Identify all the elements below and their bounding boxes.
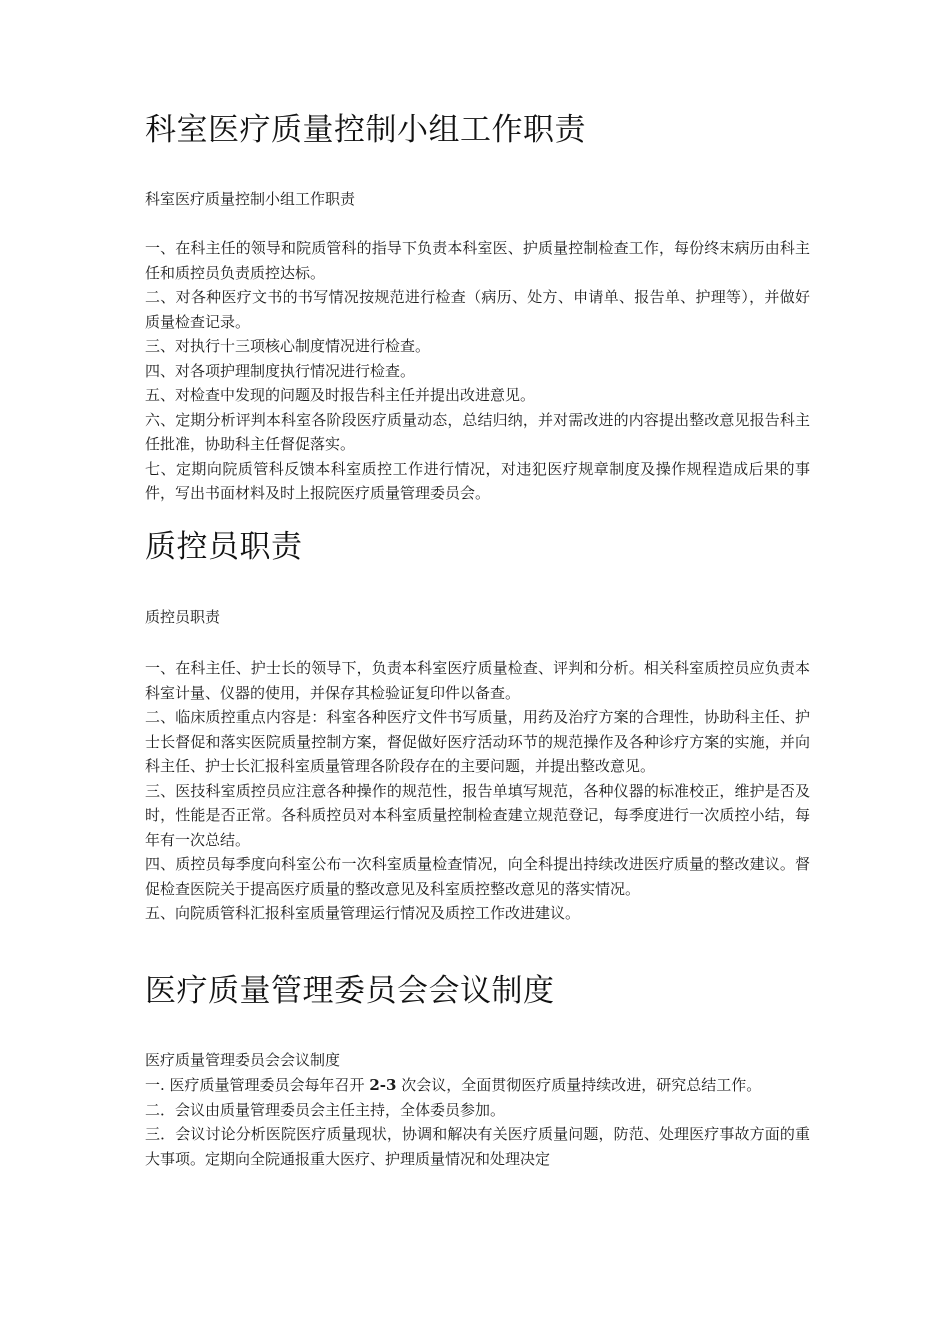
- list-item: 二、对各种医疗文书的书写情况按规范进行检查（病历、处方、申请单、报告单、护理等），并做好质量检查记录。: [145, 288, 810, 331]
- item-list: [145, 236, 810, 506]
- list-item: 一、在科主任、护士长的领导下，负责本科室医疗质量检查、评判和分析。相关科室质控员应负责本科室计量、仪器的使用，并保存其检验证复印件以备查。: [145, 659, 810, 702]
- item-text: 一. 医疗质量管理委员会每年召开: [145, 1076, 370, 1094]
- list-item: 七、定期向院质管科反馈本科室质控工作进行情况，对违犯医疗规章制度及操作规程造成后果的事件，写出书面材料及时上报院医疗质量管理委员会。: [145, 459, 810, 502]
- list-item: 五、对检查中发现的问题及时报告科主任并提出改进意见。: [145, 386, 536, 404]
- list-item: 二、临床质控重点内容是：科室各种医疗文件书写质量，用药及治疗方案的合理性，协助科主任、护士长督促和落实医院质量控制方案，督促做好医疗活动环节的规范操作及各种诊疗方案的实施，并向科主任、护士长汇报科室质量管理各阶段存在的主要问题，并提出整改意见。: [145, 708, 810, 775]
- item-text: 次会议，全面贯彻医疗质量持续改进，研究总结工作。: [396, 1076, 762, 1094]
- section-subheading: 科室医疗质量控制小组工作职责: [145, 190, 356, 208]
- item-list: [145, 656, 810, 926]
- section-subheading: 医疗质量管理委员会会议制度: [145, 1051, 341, 1069]
- section-heading: 医疗质量管理委员会会议制度: [145, 973, 555, 1009]
- section-subheading: 质控员职责: [145, 608, 221, 626]
- list-item: 六、定期分析评判本科室各阶段医疗质量动态，总结归纳，并对需改进的内容提出整改意见报告科主任批准，协助科主任督促落实。: [145, 410, 810, 453]
- list-item: 一、在科主任的领导和院质管科的指导下负责本科室医、护质量控制检查工作，每份终末病历由科主任和质控员负责质控达标。: [145, 239, 810, 282]
- meeting-count: 2-3: [369, 1076, 397, 1094]
- list-item: 三．会议讨论分析医院医疗质量现状，协调和解决有关医疗质量问题，防范、处理医疗事故方面的重大事项。定期向全院通报重大医疗、护理质量情况和处理决定: [145, 1125, 810, 1168]
- list-item: 二．会议由质量管理委员会主任主持，全体委员参加。: [145, 1100, 506, 1119]
- list-item: 三、医技科室质控员应注意各种操作的规范性，报告单填写规范，各种仪器的标准校正，维护是否及时，性能是否正常。各科质控员对本科室质量控制检查建立规范登记，每季度进行一次质控小结，每年有一次总结。: [145, 781, 810, 849]
- section-heading: 科室医疗质量控制小组工作职责: [145, 112, 586, 148]
- list-item: [145, 1073, 810, 1098]
- list-item: 五、向院质管科汇报科室质量管理运行情况及质控工作改进建议。: [145, 904, 581, 922]
- item-list: [145, 1073, 810, 1171]
- section-heading: 质控员职责: [145, 529, 303, 565]
- list-item: 四、质控员每季度向科室公布一次科室质量检查情况，向全科提出持续改进医疗质量的整改建议。督促检查医院关于提高医疗质量的整改意见及科室质控整改意见的落实情况。: [145, 855, 810, 898]
- list-item: 四、对各项护理制度执行情况进行检查。: [145, 361, 416, 380]
- list-item: 三、对执行十三项核心制度情况进行检查。: [145, 337, 431, 355]
